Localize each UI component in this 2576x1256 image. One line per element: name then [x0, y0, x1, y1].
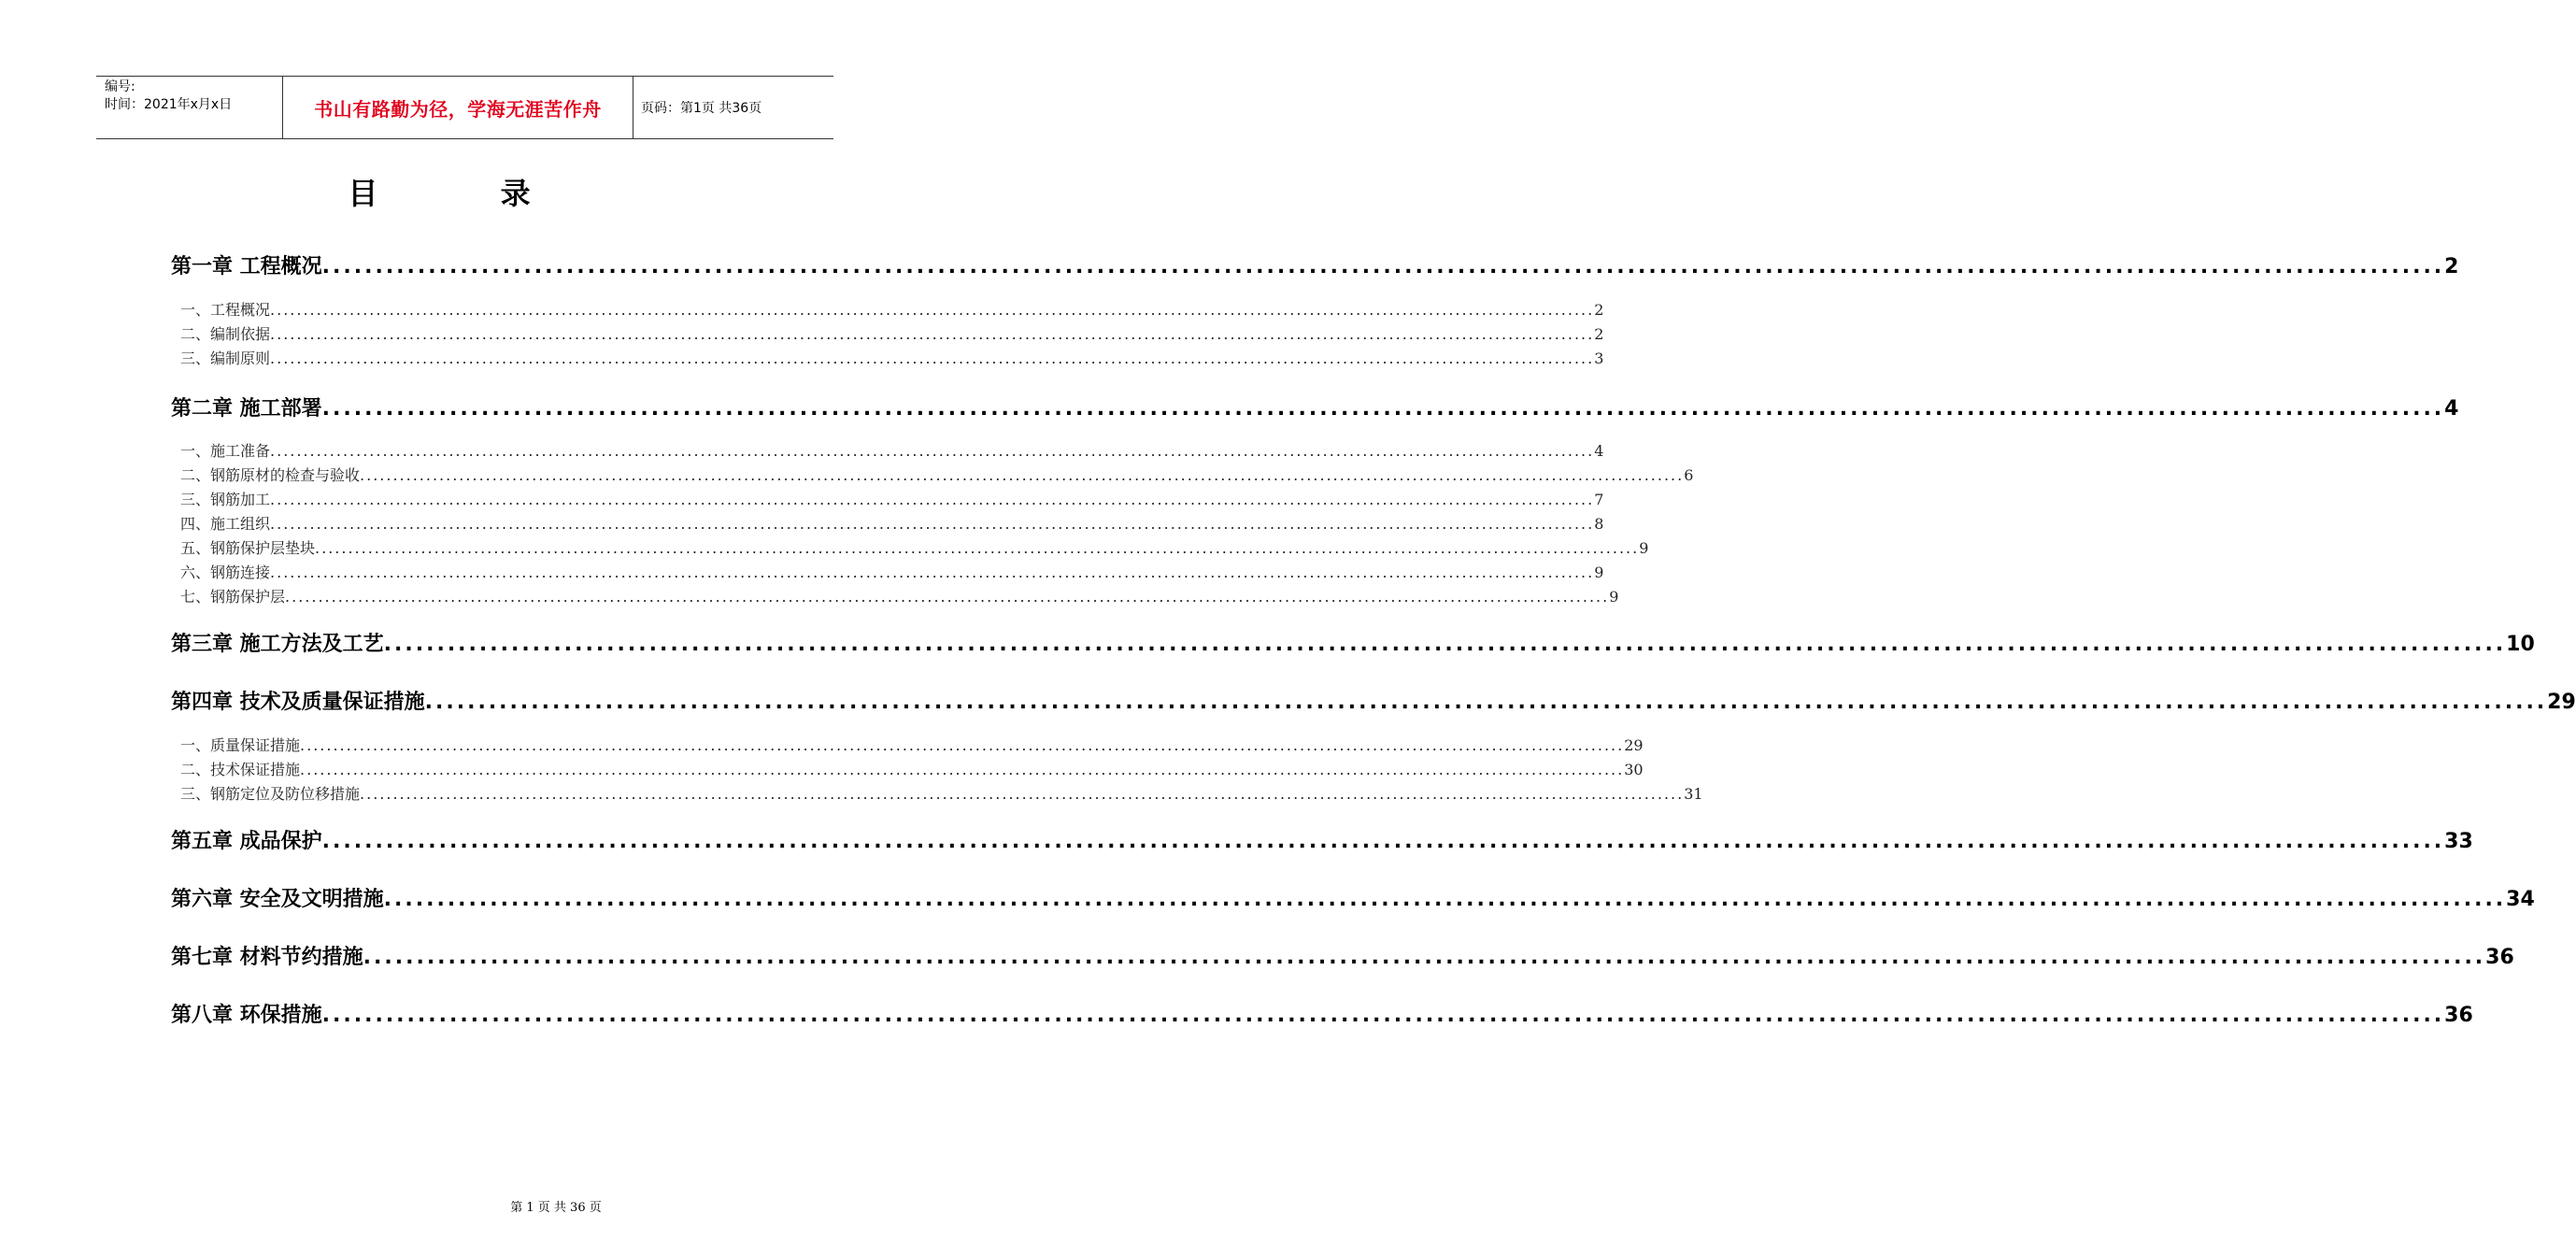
toc-entry-page: 2	[1594, 301, 1604, 319]
toc-entry-page: 36	[2485, 946, 2514, 969]
toc-entry-page: 34	[2506, 888, 2535, 911]
header-meta	[96, 77, 283, 138]
toc-leader-dots: ........................................................................................................................................................................................................	[270, 350, 1595, 367]
document-number-label: 编号:	[105, 79, 135, 94]
toc-chapter-entry[interactable]	[171, 392, 2459, 421]
toc-chapter-entry[interactable]	[171, 686, 2576, 715]
toc-section-entry[interactable]	[180, 536, 1649, 558]
toc-entry-label: 三、钢筋定位及防位移措施	[180, 785, 361, 803]
toc-leader-dots: ........................................................................................................................................................................................................	[321, 1004, 2445, 1027]
header-motto: 书山有路勤为径，学海无涯苦作舟	[283, 77, 633, 138]
toc-entry-label: 五、钢筋保护层垫块	[180, 539, 316, 557]
toc-entry-page: 8	[1594, 515, 1604, 533]
toc-leader-dots: ........................................................................................................................................................................................................	[270, 325, 1595, 343]
toc-entry-label: 一、工程概况	[180, 301, 271, 319]
toc-leader-dots: ........................................................................................................................................................................................................	[360, 466, 1685, 484]
toc-entry-label: 第二章 施工部署	[171, 397, 322, 421]
toc-leader-dots: ........................................................................................................................................................................................................	[270, 491, 1595, 508]
toc-entry-page: 29	[1624, 736, 1644, 754]
toc-section-entry[interactable]	[180, 439, 1604, 461]
toc-chapter-entry[interactable]	[171, 883, 2535, 912]
toc-leader-dots: ........................................................................................................................................................................................................	[300, 736, 1625, 754]
toc-leader-dots: ........................................................................................................................................................................................................	[321, 397, 2445, 421]
toc-entry-label: 第七章 材料节约措施	[171, 946, 363, 969]
toc-chapter-entry[interactable]	[171, 628, 2535, 657]
toc-leader-dots: ........................................................................................................................................................................................................	[270, 515, 1595, 533]
toc-entry-label: 第一章 工程概况	[171, 255, 322, 278]
toc-entry-label: 二、钢筋原材的检查与验收	[180, 466, 361, 484]
toc-leader-dots: ........................................................................................................................................................................................................	[424, 691, 2548, 714]
header-page-number: 页码：第1页 共36页	[641, 101, 762, 116]
toc-entry-page: 36	[2444, 1004, 2473, 1027]
toc-chapter-entry[interactable]	[171, 941, 2514, 970]
toc-section-entry[interactable]	[180, 322, 1604, 344]
toc-leader-dots: ........................................................................................................................................................................................................	[270, 442, 1595, 460]
toc-entry-label: 七、钢筋保护层	[180, 588, 286, 606]
toc-chapter-entry[interactable]	[171, 825, 2473, 854]
toc-entry-page: 3	[1594, 350, 1604, 367]
toc-entry-label: 二、技术保证措施	[180, 761, 301, 778]
toc-section-entry[interactable]	[180, 464, 1694, 485]
toc-entry-page: 29	[2547, 691, 2576, 714]
toc-section-entry[interactable]	[180, 512, 1604, 534]
toc-section-entry[interactable]	[180, 782, 1703, 804]
toc-entry-label: 三、钢筋加工	[180, 491, 271, 508]
toc-entry-page: 4	[2444, 397, 2459, 421]
toc-entry-page: 6	[1684, 466, 1694, 484]
document-time-label: 时间：2021年x月x日	[105, 97, 233, 112]
toc-leader-dots: ........................................................................................................................................................................................................	[383, 888, 2507, 911]
toc-leader-dots: ........................................................................................................................................................................................................	[285, 588, 1610, 606]
toc-leader-dots: ........................................................................................................................................................................................................	[321, 255, 2445, 278]
toc-entry-label: 第四章 技术及质量保证措施	[171, 691, 425, 714]
toc-section-entry[interactable]	[180, 734, 1644, 755]
toc-section-entry[interactable]	[180, 758, 1644, 779]
toc-entry-page: 10	[2506, 633, 2535, 656]
toc-leader-dots: ........................................................................................................................................................................................................	[383, 633, 2507, 656]
toc-entry-page: 7	[1594, 491, 1604, 508]
toc-leader-dots: ........................................................................................................................................................................................................	[300, 761, 1625, 778]
toc-leader-dots: ........................................................................................................................................................................................................	[321, 830, 2445, 853]
toc-section-entry[interactable]	[180, 585, 1619, 607]
toc-entry-label: 三、编制原则	[180, 350, 271, 367]
toc-entry-label: 二、编制依据	[180, 325, 271, 343]
page-title: 目 录	[348, 176, 587, 211]
toc-entry-label: 一、施工准备	[180, 442, 271, 460]
toc-section-entry[interactable]	[180, 347, 1604, 368]
toc-entry-page: 9	[1609, 588, 1619, 606]
toc-entry-page: 9	[1639, 539, 1649, 557]
toc-entry-page: 9	[1594, 564, 1604, 581]
toc-section-entry[interactable]	[180, 488, 1604, 509]
toc-entry-label: 第三章 施工方法及工艺	[171, 633, 384, 656]
toc-section-entry[interactable]	[180, 298, 1604, 320]
toc-leader-dots: ........................................................................................................................................................................................................	[270, 301, 1595, 319]
toc-leader-dots: ........................................................................................................................................................................................................	[315, 539, 1640, 557]
toc-entry-page: 33	[2444, 830, 2473, 853]
toc-leader-dots: ........................................................................................................................................................................................................	[363, 946, 2486, 969]
toc-chapter-entry[interactable]	[171, 999, 2473, 1028]
toc-entry-page: 2	[2444, 255, 2459, 278]
toc-leader-dots: ........................................................................................................................................................................................................	[360, 785, 1685, 803]
toc-section-entry[interactable]	[180, 561, 1604, 582]
toc-entry-page: 31	[1684, 785, 1703, 803]
toc-entry-page: 2	[1594, 325, 1604, 343]
toc-entry-label: 六、钢筋连接	[180, 564, 271, 581]
page-header	[96, 76, 833, 139]
footer-page-number: 第 1 页 共 36 页	[510, 1201, 602, 1215]
toc-entry-label: 一、质量保证措施	[180, 736, 301, 754]
toc-entry-label: 第五章 成品保护	[171, 830, 322, 853]
toc-leader-dots: ........................................................................................................................................................................................................	[270, 564, 1595, 581]
toc-entry-label: 第八章 环保措施	[171, 1004, 322, 1027]
toc-entry-page: 30	[1624, 761, 1644, 778]
toc-entry-page: 4	[1594, 442, 1604, 460]
toc-entry-label: 四、施工组织	[180, 515, 271, 533]
toc-entry-label: 第六章 安全及文明措施	[171, 888, 384, 911]
page-footer	[0, 1197, 888, 1215]
toc-chapter-entry[interactable]	[171, 250, 2459, 279]
